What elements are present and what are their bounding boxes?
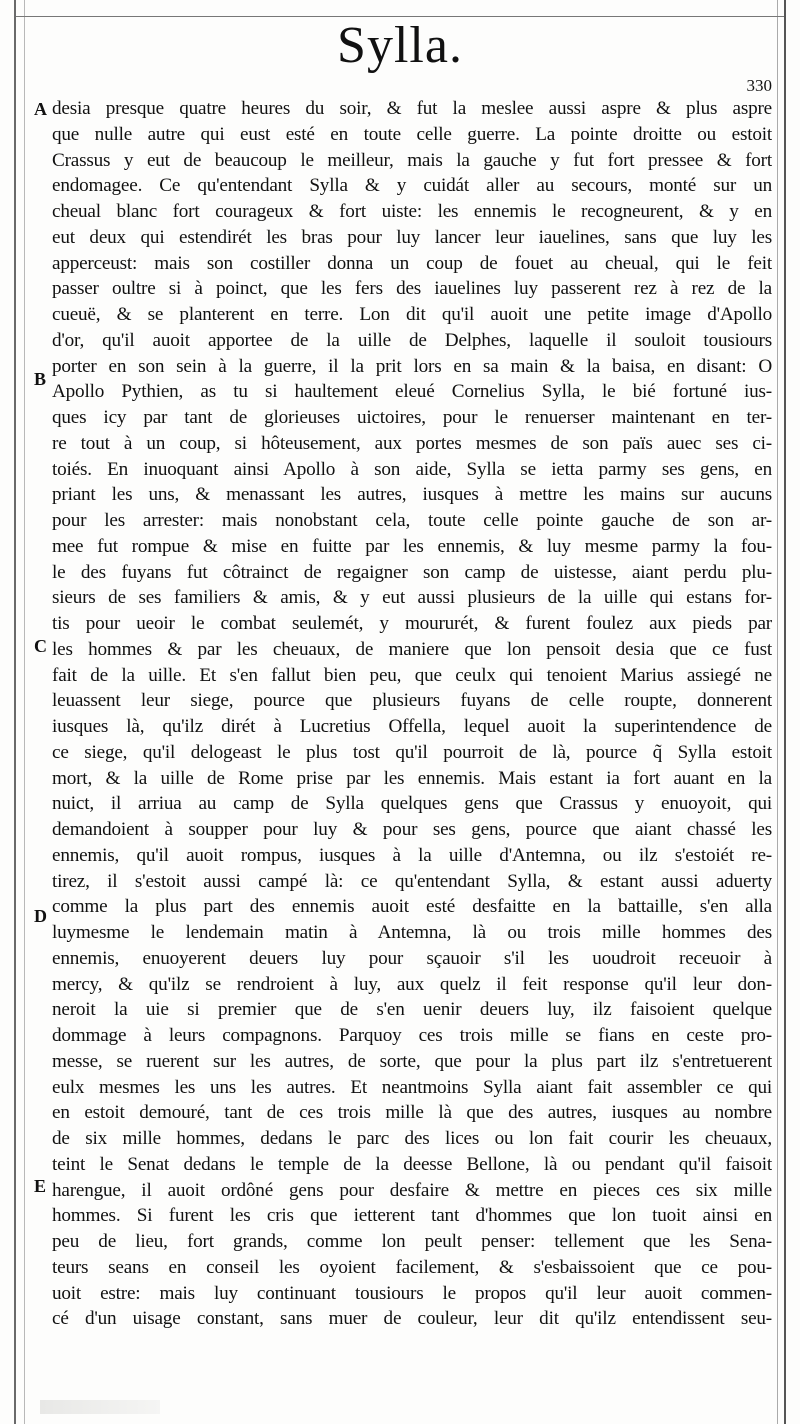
text-line: ce siege, qu'il delogeast le plus tost qu'il pourroit de là, pource q̃ Sylla estoit bbox=[52, 741, 772, 763]
text-line: dommage à leurs compagnons. Parquoy ces trois mille se fians en ceste pro- bbox=[52, 1025, 772, 1046]
text-line: ennemis, enuoyerent deuers luy pour sçauoir s'il les uoudroit receuoir à bbox=[52, 947, 772, 969]
body-text bbox=[52, 96, 772, 1332]
scan-right-edge-inner bbox=[777, 0, 778, 1424]
text-line: apperceust: mais son costiller donna un coup de fouet au cheual, qui le feit bbox=[52, 252, 772, 274]
page-number: 330 bbox=[746, 76, 772, 95]
text-line: leuassent leur siege, pource que plusieurs fuyans de celle roupte, donnerent bbox=[52, 690, 772, 712]
text-line: demandoient à soupper pour luy & pour ses gens, pource que aiant chassé les bbox=[52, 819, 772, 840]
text-line: tirez, il s'estoit aussi campé là: ce qu'entendant Sylla, & estant aussi aduerty bbox=[52, 870, 772, 892]
margin-letter-d: D bbox=[34, 906, 47, 926]
text-line: de six mille hommes, dedans le parc des lices ou lon fait courir les cheuaux, bbox=[52, 1128, 772, 1149]
text-line: tis pour ueoir le combat seulemét, y moururét, & furent foulez aux pieds par bbox=[52, 613, 772, 634]
margin-letter-b: B bbox=[34, 369, 47, 389]
text-line: uoit estre: mais luy continuant tousiours le propos qu'il leur auoit commen- bbox=[52, 1282, 772, 1304]
text-line: iusques là, qu'ilz dirét à Lucretius Offella, lequel auoit la superintendence de bbox=[52, 716, 772, 737]
margin-letter-a: A bbox=[34, 99, 47, 119]
text-line: teint le Senat dedans le temple de la deesse Bellone, là ou pendant qu'il faisoit bbox=[52, 1153, 772, 1175]
text-line: eut deux qui estendirét les bras pour luy lancer leur iauelines, sans que luy les bbox=[52, 226, 772, 248]
text-line: toiés. En inuoquant ainsi Apollo à son aide, Sylla se ietta parmy ses gens, en bbox=[52, 458, 772, 480]
scan-left-edge-inner bbox=[24, 0, 25, 1424]
text-line: d'or, qu'il auoit apportee de la uille de Delphes, laquelle il souloit tousiours bbox=[52, 329, 772, 351]
text-line: desia presque quatre heures du soir, & fut la meslee aussi aspre & plus aspre bbox=[52, 98, 772, 119]
text-line: hommes. Si furent les cris que ietterent tant d'hommes que lon tuoit ainsi en bbox=[52, 1205, 772, 1227]
text-line: mee fut rompue & mise en fuitte par les ennemis, & luy mesme parmy la fou- bbox=[52, 535, 772, 557]
text-line: harengue, il auoit ordôné gens pour desfaire & mettre en pieces ces six mille bbox=[52, 1179, 772, 1201]
text-line: mercy, & qu'ilz se rendroient à luy, aux quelz il feit response qu'il leur don- bbox=[52, 973, 772, 995]
running-head: Sylla. bbox=[337, 17, 463, 74]
text-line: cueuë, & se planterent en terre. Lon dit qu'il auoit une petite image d'Apollo bbox=[52, 304, 772, 325]
text-line: fait de la uille. Et s'en fallut bien peu, que ceulx qui tenoient Marius assiegé ne bbox=[52, 664, 772, 686]
scan-left-edge bbox=[14, 0, 16, 1424]
scan-smudge bbox=[40, 1400, 160, 1414]
text-line: re tout à un coup, si hôteusement, aux portes mesmes de son païs auec ses ci- bbox=[52, 432, 772, 454]
text-line: neroit la uie si premier que de s'en uenir deuers luy, ilz faisoient quelque bbox=[52, 999, 772, 1021]
text-line: messe, se ruerent sur les autres, de sorte, que pour la plus part ilz s'entretuerent bbox=[52, 1050, 772, 1072]
text-line: les hommes & par les cheuaux, de maniere que lon pensoit desia que ce fust bbox=[52, 638, 772, 660]
text-line: cheual blanc fort courageux & fort uiste: les ennemis le recogneurent, & y en bbox=[52, 201, 772, 222]
margin-letter-e: E bbox=[34, 1176, 47, 1196]
text-line: teurs seans en conseil les oyoient facilement, & s'esbaissoient que ce pou- bbox=[52, 1256, 772, 1278]
text-line: peu de lieu, fort grands, comme lon peult penser: tellement que les Sena- bbox=[52, 1231, 772, 1252]
text-line: le des fuyans fut côtrainct de regaigner son camp de uistesse, aiant perdu plu- bbox=[52, 561, 772, 583]
text-line: eulx mesmes les uns les autres. Et neantmoins Sylla aiant fait assembler ce qui bbox=[52, 1076, 772, 1098]
text-line: Apollo Pythien, as tu si haultement eleué Cornelius Sylla, le bié fortuné ius- bbox=[52, 381, 772, 403]
text-line: luymesme le lendemain matin à Antemna, là ou trois mille hommes des bbox=[52, 922, 772, 943]
text-line: ques icy par tant de glorieuses uictoires, pour le renuerser maintenant en ter- bbox=[52, 407, 772, 428]
text-line: que nulle autre qui eust esté en toute celle guerre. La pointe droitte ou estoit bbox=[52, 123, 772, 145]
text-line: mort, & la uille de Rome prise par les ennemis. Mais estant ia fort auant en la bbox=[52, 767, 772, 789]
text-line: sieurs de ses familiers & amis, & y eut aussi plusieurs de la uille qui estans for- bbox=[52, 587, 772, 609]
text-line: cé d'un uisage constant, sans muer de couleur, leur dit qu'ilz entendissent seu- bbox=[52, 1308, 772, 1330]
text-line: comme la plus part des ennemis auoit esté desfaitte en la battaille, s'en alla bbox=[52, 896, 772, 918]
text-line: en estoit demouré, tant de ces trois mille là que des autres, iusques au nombre bbox=[52, 1102, 772, 1124]
scan-right-edge bbox=[784, 0, 786, 1424]
text-line: Crassus y eut de beaucoup le meilleur, mais la gauche y fut fort pressee & fort bbox=[52, 149, 772, 171]
text-line: ennemis, qu'il auoit rompus, iusques à la uille d'Antemna, ou ilz s'estoiét re- bbox=[52, 844, 772, 866]
text-line: passer oultre si à poinct, que les fers des iauelines luy passerent rez à rez de la bbox=[52, 278, 772, 300]
text-line: pour les arrester: mais nonobstant cela, toute celle pointe gauche de son ar- bbox=[52, 510, 772, 531]
text-line: priant les uns, & menassant les autres, iusques à mettre les mains sur aucuns bbox=[52, 484, 772, 506]
text-line: porter en son sein à la guerre, il la prit lors en sa main & la baisa, en disant: O bbox=[52, 355, 772, 377]
text-line: nuict, il arriua au camp de Sylla quelques gens que Crassus y enuoyoit, qui bbox=[52, 793, 772, 815]
margin-letter-c: C bbox=[34, 636, 47, 656]
text-line: endomagee. Ce qu'entendant Sylla & y cuidát aller au secours, monté sur un bbox=[52, 175, 772, 197]
